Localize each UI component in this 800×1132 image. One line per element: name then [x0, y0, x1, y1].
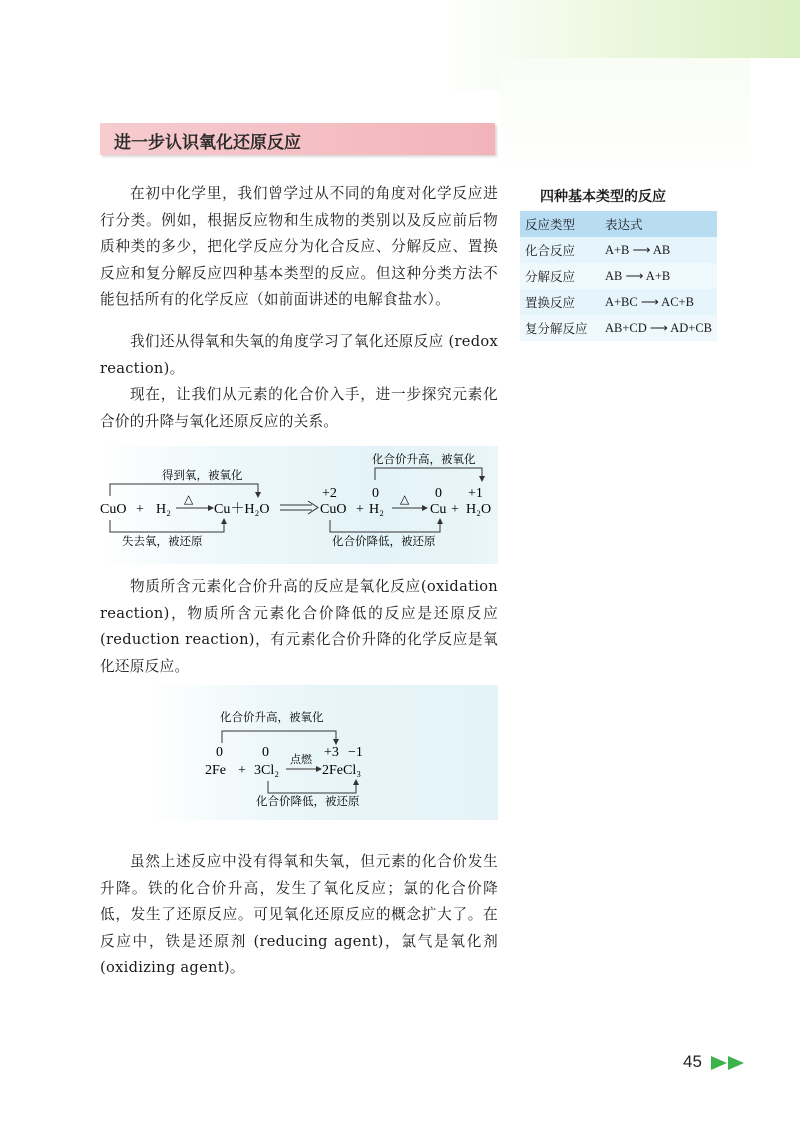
- right-heat-symbol: △: [400, 492, 410, 506]
- table-header-type: 反应类型: [520, 211, 600, 237]
- reaction-types-table: [520, 211, 717, 341]
- fig2-ox-fe-before: 0: [216, 745, 223, 760]
- table-row: [520, 289, 717, 315]
- right-top-label: 化合价升高，被氧化: [372, 452, 476, 466]
- right-top-bracket: [375, 468, 482, 480]
- figure-fe-cl2-svg: [150, 685, 498, 820]
- right-plus-sign: +: [356, 502, 364, 517]
- paragraph-classification: 在初中化学里，我们曾学过从不同的角度对化学反应进行分类。例如，根据反应物和生成物的类别以及反应前后物质种类的多少，把化学反应分为化合反应、分解反应、置换反应和复分解反应四种基本类型的反应。但这种分类方法不能包括所有的化学反应（如前面讲述的电解食盐水）。: [100, 185, 498, 308]
- paragraph-redox-intro: 我们还从得氧和失氧的角度学习了氧化还原反应 (redox reaction)。: [100, 333, 498, 377]
- fig2-reactant-fe: 2Fe: [205, 763, 226, 778]
- fig2-reactant-cl2: 3Cl₂: [254, 763, 280, 778]
- section-title-band: [100, 123, 495, 155]
- section-title: 进一步认识氧化还原反应: [114, 133, 301, 153]
- fig2-ox-fe-after: +3: [324, 745, 339, 760]
- left-bottom-bracket: [110, 520, 224, 532]
- sidebar-heading: 四种基本类型的反应: [540, 189, 666, 205]
- table-cell-type: 复分解反应: [520, 315, 600, 341]
- table-cell-expression: A+B ⟶ AB: [600, 237, 717, 263]
- right-bottom-label: 化合价降低，被还原: [332, 534, 436, 548]
- right-top-arrowhead: [479, 476, 485, 482]
- fig2-ox-cl-after: −1: [348, 745, 363, 760]
- ox-state-cu-before: +2: [322, 486, 337, 501]
- fig2-bottom-bracket: [268, 781, 356, 793]
- table-row: [520, 237, 717, 263]
- paragraph-expanded-concept: 虽然上述反应中没有得氧和失氧，但元素的化合价发生升降。铁的化合价升高，发生了氧化反应；氯的化合价降低，发生了还原反应。可见氧化还原反应的概念扩大了。在反应中，铁是还原剂 (reducing agent)，氯气是氧化剂 (oxidizing agent)。: [100, 853, 498, 976]
- table-cell-expression: AB+CD ⟶ AD+CB: [600, 315, 717, 341]
- table-row: [520, 263, 717, 289]
- right-bottom-arrowhead: [437, 518, 443, 524]
- arrow-icon-1: [711, 1056, 727, 1070]
- fig2-ox-cl-before: 0: [262, 745, 269, 760]
- figure-fe-cl2-reaction: [150, 685, 498, 820]
- table-header-row: [520, 211, 717, 237]
- fig2-plus-sign: +: [238, 763, 246, 778]
- next-page-arrows-icon: [711, 1055, 747, 1071]
- table-cell-type: 置换反应: [520, 289, 600, 315]
- table-row: [520, 315, 717, 341]
- fig2-bottom-label: 化合价降低，被还原: [256, 794, 360, 808]
- fig2-top-label: 化合价升高，被氧化: [220, 710, 324, 724]
- left-top-arrowhead: [255, 492, 261, 498]
- fig2-bottom-arrowhead: [353, 779, 359, 785]
- left-bottom-arrowhead: [221, 518, 227, 524]
- left-plus-sign: +: [136, 502, 144, 517]
- ox-state-h-after: +1: [468, 486, 483, 501]
- left-reactant-cuo: CuO: [100, 502, 127, 517]
- paragraph-explore: 现在，让我们从元素的化合价入手，进一步探究元素化合价的升降与氧化还原反应的关系。: [100, 386, 498, 430]
- right-product-cu: Cu: [430, 502, 447, 517]
- table-cell-type: 化合反应: [520, 237, 600, 263]
- fig2-top-bracket: [222, 731, 336, 743]
- table-cell-type: 分解反应: [520, 263, 600, 289]
- figure-cuo-h2-reaction: [100, 446, 498, 564]
- table-header-expression: 表达式: [600, 211, 717, 237]
- table-cell-expression: A+BC ⟶ AC+B: [600, 289, 717, 315]
- ox-state-cu-after: 0: [435, 486, 442, 501]
- right-product-h2o: H₂O: [466, 502, 492, 517]
- left-bottom-label: 失去氧，被还原: [122, 534, 203, 548]
- figure-cuo-h2-svg: [100, 446, 498, 564]
- right-reaction-arrowhead: [422, 505, 428, 511]
- page-number: 45: [683, 1052, 702, 1071]
- arrow-icon-2: [728, 1056, 744, 1070]
- left-product: Cu＋H₂O: [214, 502, 270, 517]
- right-plus-sign-2: +: [451, 502, 459, 517]
- left-top-label: 得到氧，被氧化: [162, 468, 243, 482]
- table-cell-expression: AB ⟶ A+B: [600, 263, 717, 289]
- right-reactant-cuo: CuO: [320, 502, 347, 517]
- left-heat-symbol: △: [184, 492, 194, 506]
- left-reactant-h2: H₂: [156, 502, 171, 517]
- right-reactant-h2: H₂: [369, 502, 384, 517]
- paragraph-definitions: 物质所含元素化合价升高的反应是氧化反应(oxidation reaction)，物质所含元素化合价降低的反应是还原反应 (reduction reaction)，有元素化合价升降的化学反应是氧化还原反应。: [100, 578, 498, 675]
- ox-state-h-before: 0: [372, 486, 379, 501]
- double-arrow-head: [308, 501, 318, 514]
- right-bottom-bracket: [330, 520, 440, 532]
- page-margin: [750, 58, 800, 1132]
- fig2-product: 2FeCl₃: [322, 763, 362, 778]
- fig2-condition: 点燃: [290, 753, 312, 766]
